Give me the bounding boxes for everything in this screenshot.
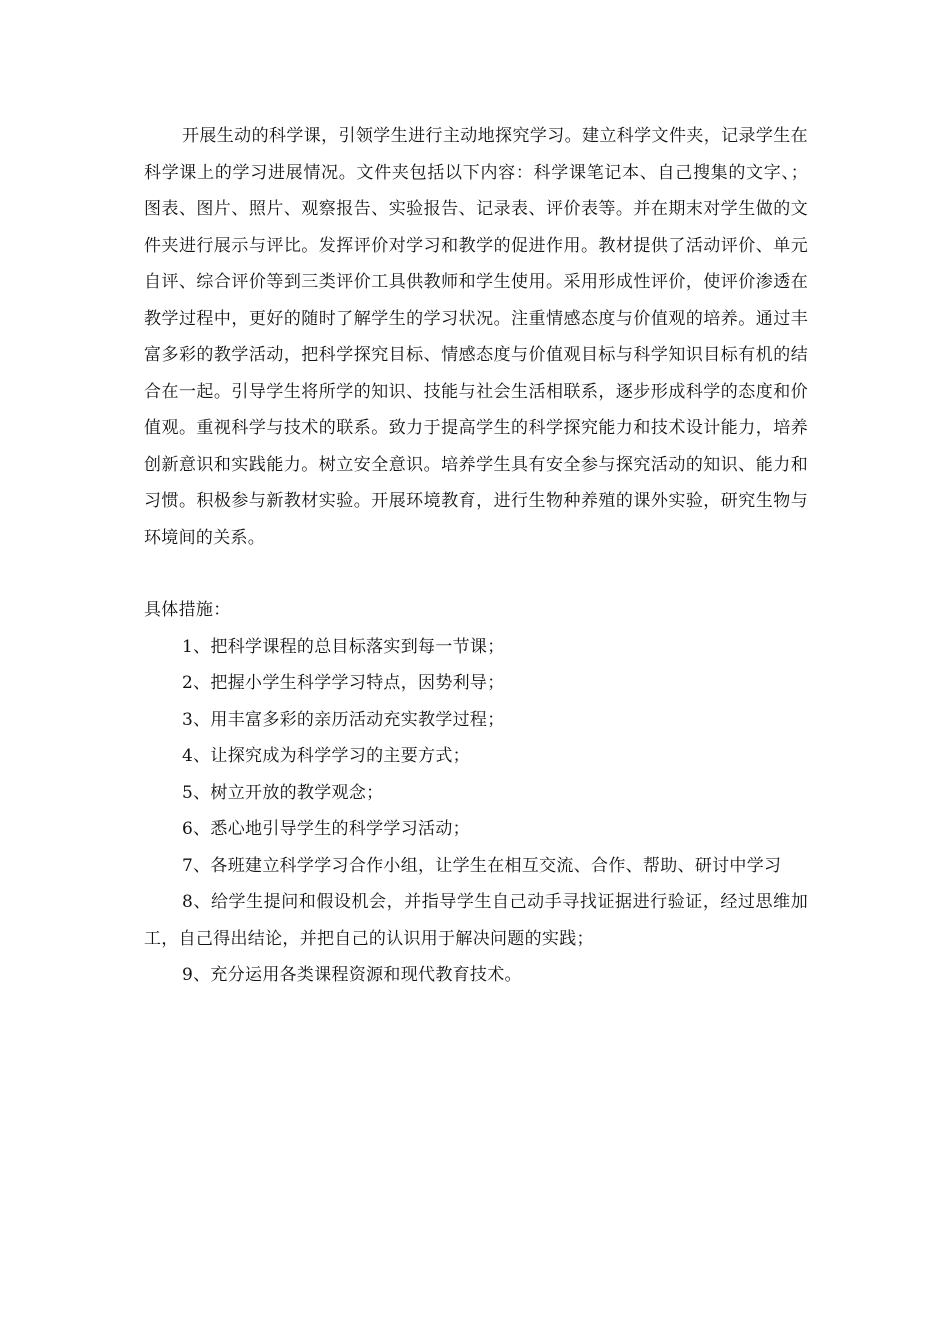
measure-item-1: 1、把科学课程的总目标落实到每一节课； <box>182 636 505 657</box>
measure-item-2: 2、把握小学生科学学习特点，因势利导； <box>182 673 505 693</box>
intro-paragraph: 开展生动的科学课，引领学生进行主动地探究学习。建立科学文件夹，记录学生在科学课上的学习进展情况。文件夹包括以下内容：科学课笔记本、自己搜集的文字、；图表、图片、照片、观察报告、实验报告、记录表、评价表等。并在期末对学生做的文件夹进行展示与评比。发挥评价对学习和教学的促进作用。教材提供了活动评价、单元自评、综合评价等到三类评价工具供教师和学生使用。采用形成性评价，使评价渗透在教学过程中，更好的随时了解学生的学习状况。注重情感态度与价值观的培养。通过丰富多彩的教学活动，把科学探究目标、情感态度与价值观目标与科学知识目标有机的结合在一起。引导学生将所学的知识、技能与社会生活相联系，逐步形成科学的态度和价值观。重视科学与技术的联系。致力于提高学生的科学探究能力和技术设计能力，培养创新意识和实践能力。树立安全意识。培养学生具有安全参与探究活动的知识、能力和习惯。积极参与新教材实验。开展环境教育，进行生物种养殖的课外实验，研究生物与环境间的关系。 <box>144 126 808 548</box>
document-body <box>144 118 808 994</box>
measure-item-8: 8、给学生提问和假设机会，并指导学生自己动手寻找证据进行验证，经过思维加工，自己得出结论，并把自己的认识用于解决问题的实践； <box>144 892 808 949</box>
measure-item-4: 4、让探究成为科学学习的主要方式； <box>182 746 470 766</box>
measure-item-3: 3、用丰富多彩的亲历活动充实教学过程； <box>182 709 505 730</box>
measure-item-9: 9、充分运用各类课程资源和现代教育技术。 <box>182 965 522 985</box>
measures-heading: 具体措施： <box>144 600 231 620</box>
measure-item-7: 7、各班建立科学学习合作小组，让学生在相互交流、合作、帮助、研讨中学习 <box>182 855 782 876</box>
measure-item-6: 6、悉心地引导学生的科学学习活动； <box>182 819 470 839</box>
measures-list <box>144 629 808 994</box>
measure-item-5: 5、树立开放的教学观念； <box>182 782 384 803</box>
